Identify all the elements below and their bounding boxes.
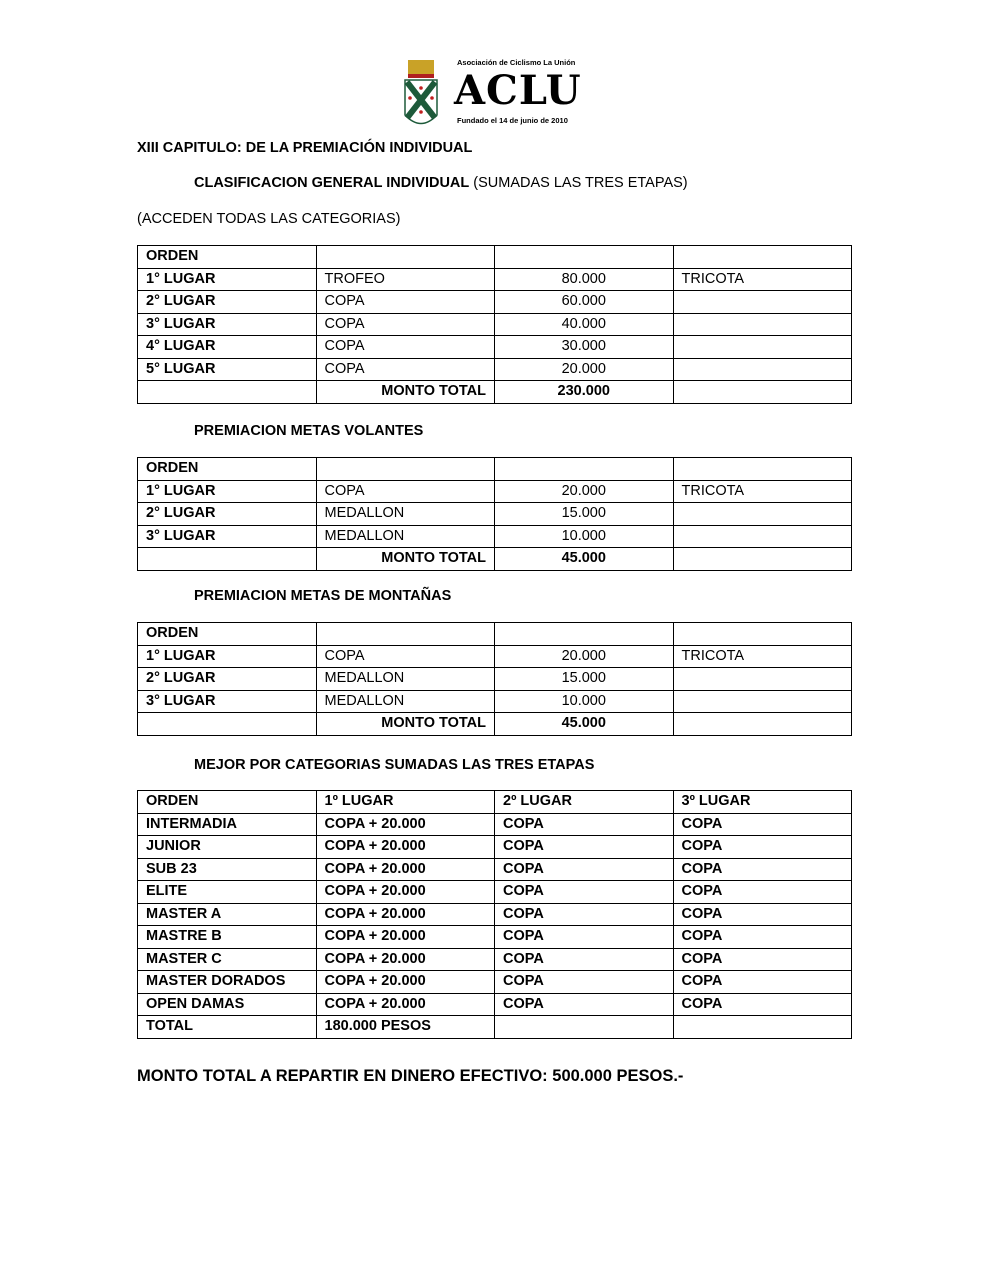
table-cell: MONTO TOTAL [316,381,495,404]
table-cell: MONTO TOTAL [316,713,495,736]
chapter-title: XIII CAPITULO: DE LA PREMIACIÓN INDIVIDUAL [137,140,473,156]
table-cell: TRICOTA [673,480,852,503]
table-cell: COPA [316,358,495,381]
table-cell: COPA + 20.000 [316,836,495,859]
table-cell: COPA [673,926,852,949]
table-cell [673,336,852,359]
table-cell: 30.000 [495,336,674,359]
table-cell: 15.000 [495,668,674,691]
table-row [138,690,852,713]
table-cell: 40.000 [495,313,674,336]
table-cell: COPA + 20.000 [316,813,495,836]
table-cell: 3º LUGAR [673,791,852,814]
table-cell: 4° LUGAR [138,336,317,359]
table-cell: 1° LUGAR [138,480,317,503]
table-cell [495,246,674,269]
table-row [138,458,852,481]
table-cell: JUNIOR [138,836,317,859]
flying-goals-table [137,457,852,571]
table-cell: 2° LUGAR [138,291,317,314]
aclu-logo [402,58,592,134]
table-cell [673,291,852,314]
table-cell [138,381,317,404]
table-cell: 3° LUGAR [138,690,317,713]
table-cell: 45.000 [495,548,674,571]
table-cell: 80.000 [495,268,674,291]
table-cell: COPA + 20.000 [316,993,495,1016]
table-cell: MASTER A [138,903,317,926]
table-cell: COPA [495,903,674,926]
table-cell: TOTAL [138,1016,317,1039]
table-cell: COPA [495,926,674,949]
coat-of-arms-icon [402,60,440,132]
table-cell: COPA + 20.000 [316,858,495,881]
table-cell: 20.000 [495,645,674,668]
table-cell: TROFEO [316,268,495,291]
table-cell: COPA [495,948,674,971]
table-row [138,926,852,949]
table-cell: 5° LUGAR [138,358,317,381]
table-cell: MEDALLON [316,525,495,548]
table-cell [138,713,317,736]
table-row [138,836,852,859]
table-cell [138,548,317,571]
table-row [138,336,852,359]
table-row [138,291,852,314]
table-cell: COPA + 20.000 [316,881,495,904]
table-cell: COPA [316,336,495,359]
table-cell: COPA [316,645,495,668]
table-row [138,668,852,691]
table-cell [673,1016,852,1039]
table-cell: TRICOTA [673,645,852,668]
table-cell: COPA [495,858,674,881]
table-cell: ORDEN [138,458,317,481]
table-cell: MEDALLON [316,668,495,691]
table-cell: COPA [673,948,852,971]
table-cell [316,246,495,269]
table-cell: COPA [316,480,495,503]
table-cell [673,623,852,646]
logo-founded-text: Fundado el 14 de junio de 2010 [457,116,568,125]
table-cell: 2º LUGAR [495,791,674,814]
table-cell: 20.000 [495,480,674,503]
table-cell: COPA [673,836,852,859]
table-row [138,971,852,994]
mountain-goals-table [137,622,852,736]
table-cell: 1° LUGAR [138,268,317,291]
table-cell [673,525,852,548]
table-cell: 3° LUGAR [138,525,317,548]
table-cell [673,313,852,336]
table-cell: 2° LUGAR [138,668,317,691]
table-cell: COPA [673,903,852,926]
table-cell [316,623,495,646]
table-cell: SUB 23 [138,858,317,881]
table-cell: INTERMADIA [138,813,317,836]
table-cell: 1° LUGAR [138,645,317,668]
table-cell [673,358,852,381]
table-cell: ORDEN [138,246,317,269]
table-cell: COPA + 20.000 [316,971,495,994]
table-cell: COPA [495,836,674,859]
table-cell: COPA [316,291,495,314]
grand-total: MONTO TOTAL A REPARTIR EN DINERO EFECTIVO: 500.000 PESOS.- [137,1067,684,1085]
logo-name-text: ACLU [454,67,582,114]
table-cell [673,548,852,571]
table-cell: COPA [673,881,852,904]
table-cell: COPA + 20.000 [316,903,495,926]
table-row [138,1016,852,1039]
table-cell [495,623,674,646]
table-cell: COPA [495,971,674,994]
table-row [138,381,852,404]
table-row [138,313,852,336]
mountain-goals-title: PREMIACION METAS DE MONTAÑAS [194,588,452,604]
table-cell [673,690,852,713]
table-cell: 45.000 [495,713,674,736]
table-cell [316,458,495,481]
table-cell: 3° LUGAR [138,313,317,336]
category-best-table [137,790,852,1039]
table-row [138,948,852,971]
table-cell [673,381,852,404]
table-cell [495,1016,674,1039]
general-note: (ACCEDEN TODAS LAS CATEGORIAS) [137,211,401,227]
table-cell: COPA [316,313,495,336]
table-row [138,858,852,881]
table-cell: TRICOTA [673,268,852,291]
table-cell [673,246,852,269]
table-cell: 2° LUGAR [138,503,317,526]
table-cell: MEDALLON [316,503,495,526]
table-cell: 10.000 [495,525,674,548]
table-cell: ELITE [138,881,317,904]
general-classification-table [137,245,852,404]
table-cell: COPA [495,993,674,1016]
table-cell [673,458,852,481]
table-cell: 60.000 [495,291,674,314]
table-row [138,548,852,571]
category-best-title: MEJOR POR CATEGORIAS SUMADAS LAS TRES ETAPAS [194,757,595,773]
table-row [138,503,852,526]
table-row [138,903,852,926]
table-row [138,713,852,736]
table-cell: 1º LUGAR [316,791,495,814]
table-cell: ORDEN [138,623,317,646]
table-cell: COPA [495,881,674,904]
table-cell [673,668,852,691]
table-cell: OPEN DAMAS [138,993,317,1016]
table-row [138,268,852,291]
table-row [138,813,852,836]
table-cell: COPA [673,858,852,881]
table-row [138,246,852,269]
table-row [138,993,852,1016]
table-cell: MONTO TOTAL [316,548,495,571]
table-cell [673,713,852,736]
table-row [138,645,852,668]
table-cell: COPA [673,971,852,994]
table-cell: COPA + 20.000 [316,948,495,971]
table-cell: 10.000 [495,690,674,713]
table-cell: COPA [495,813,674,836]
table-row [138,525,852,548]
general-title: CLASIFICACION GENERAL INDIVIDUAL [194,175,470,191]
table-cell: ORDEN [138,791,317,814]
logo-association-text: Asociación de Ciclismo La Unión [457,58,576,67]
table-cell [495,458,674,481]
table-cell: MEDALLON [316,690,495,713]
table-cell [673,503,852,526]
table-cell: COPA + 20.000 [316,926,495,949]
table-cell: MASTER C [138,948,317,971]
table-row [138,881,852,904]
table-cell: 15.000 [495,503,674,526]
general-heading [194,174,688,192]
table-row [138,791,852,814]
general-subtitle: (SUMADAS LAS TRES ETAPAS) [473,175,688,191]
table-cell: MASTER DORADOS [138,971,317,994]
table-row [138,358,852,381]
table-cell: MASTRE B [138,926,317,949]
table-row [138,623,852,646]
table-row [138,480,852,503]
table-cell: 180.000 PESOS [316,1016,495,1039]
table-cell: COPA [673,993,852,1016]
table-cell: COPA [673,813,852,836]
flying-goals-title: PREMIACION METAS VOLANTES [194,423,424,439]
table-cell: 230.000 [495,381,674,404]
table-cell: 20.000 [495,358,674,381]
